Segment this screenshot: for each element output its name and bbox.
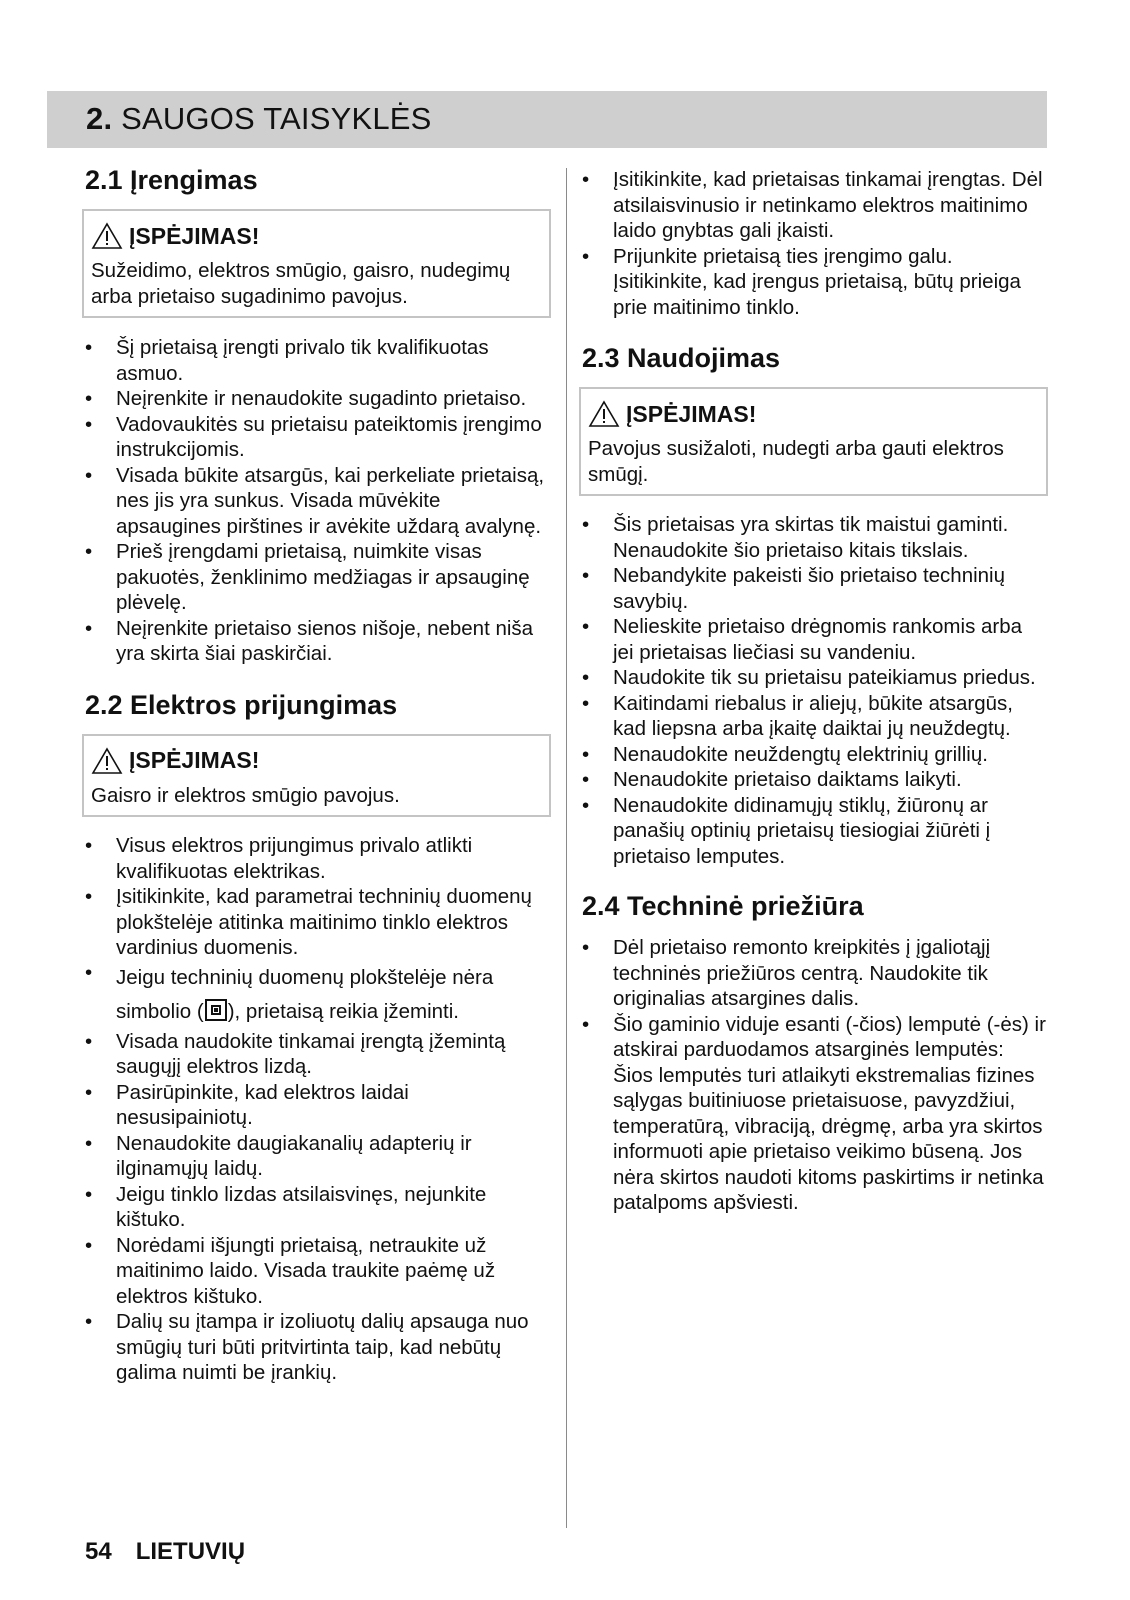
warning-text: Gaisro ir elektros smūgio pavojus. (91, 783, 400, 807)
list-item (85, 1080, 550, 1131)
list-item (85, 1309, 550, 1386)
right-column (582, 167, 1047, 1216)
list-2-3 (582, 512, 1047, 869)
warning-triangle-icon (588, 400, 620, 428)
list-item (582, 167, 1047, 244)
bullet: • (582, 793, 590, 817)
list-item-text: Naudokite tik su prietaisu pateikiamus priedus. (613, 666, 1036, 689)
list-item-text: Šį prietaisą įrengti privalo tik kvalifikuotas asmuo. (116, 336, 489, 385)
bullet: • (85, 1182, 93, 1206)
bullet: • (582, 615, 590, 638)
list-item-text: Nenaudokite daugiakanalių adapterių ir ilginamųjų laidų. (116, 1131, 472, 1180)
list-item (582, 691, 1047, 742)
footer-language: LIETUVIŲ (135, 1538, 246, 1565)
bullet: • (85, 885, 93, 908)
bullet: • (85, 1310, 93, 1333)
list-item-text: Įsitikinkite, kad parametrai techninių duomenų plokštelėje atitinka maitinimo tinklo elektros vardinius duomenis. (116, 885, 532, 959)
section-2-2-title: 2.2 Elektros prijungimas (85, 689, 398, 720)
chapter-title (86, 101, 432, 137)
list-item-text: Jeigu techninių duomenų plokštelėje nėra simbolio ( (116, 965, 494, 1023)
list-item (85, 335, 550, 386)
warning-heading (91, 744, 543, 778)
list-item-text: Visada būkite atsargūs, kai perkeliate prietaisą, nes jis yra sunkus. Visada mūvėkite apsaugines pirštines ir avėkite uždarą avalynę. (116, 463, 545, 538)
list-item (85, 884, 550, 961)
list-item-text: Vadovaukitės su prietaisu pateiktomis įrengimo instrukcijomis. (116, 412, 542, 461)
warning-triangle-icon (91, 222, 123, 250)
list-item-text: Nebandykite pakeisti šio prietaiso techninių savybių. (613, 564, 1006, 613)
bullet: • (582, 666, 590, 689)
list-item-text: Šis prietaisas yra skirtas tik maistui gaminti. Nenaudokite šio prietaiso kitais tikslais. (613, 513, 1009, 562)
list-item (582, 1012, 1047, 1216)
bullet: • (582, 691, 590, 715)
list-2-2 (85, 833, 550, 1386)
bullet: • (582, 513, 590, 536)
list-item-text: Neįrenkite prietaiso sienos nišoje, nebent niša yra skirta šiai paskirčiai. (116, 616, 534, 665)
page-number: 54 (85, 1538, 112, 1565)
ground-symbol-icon (205, 999, 227, 1021)
section-2-3-title: 2.3 Naudojimas (582, 343, 781, 373)
bullet: • (582, 564, 590, 587)
list-item (582, 793, 1047, 870)
list-item-text: Šio gaminio viduje esanti (-čios) lemputė (-ės) ir atskirai parduodamos atsarginės lemputės: Šios lemputės turi atlaikyti ekstremalias fizines sąlygas buitiniuose prietaisuose, pavyzdžiui, temperatūrą, vibraciją, drėgmę, arba yra skirtos informuoti apie prietaiso veikimo būseną. Jos nėra skirtos naudoti kitoms paskirtims ir netinka patalpoms apšviesti. (613, 1012, 1046, 1214)
list-item (85, 1131, 550, 1182)
bullet: • (85, 1233, 93, 1257)
warning-label: ĮSPĖJIMAS! (129, 747, 260, 773)
list-item (582, 742, 1047, 768)
list-item-text: Norėdami išjungti prietaisą, netraukite už maitinimo laido. Visada traukite paėmę už elektros kištuko. (116, 1233, 496, 1308)
bullet: • (582, 244, 590, 268)
warning-triangle-icon (91, 747, 123, 775)
list-item-text: Jeigu tinklo lizdas atsilaisvinęs, nejunkite kištuko. (116, 1182, 487, 1231)
list-item-text: Visada naudokite tinkamai įrengtą įžemintą saugųjį elektros lizdą. (116, 1029, 506, 1078)
bullet: • (85, 463, 93, 487)
list-item-text: Nenaudokite neuždengtų elektrinių grillių. (613, 742, 988, 766)
warning-text: Sužeidimo, elektros smūgio, gaisro, nudegimų arba prietaiso sugadinimo pavojus. (91, 259, 511, 308)
list-item (85, 616, 550, 667)
list-item-text: Nenaudokite prietaiso daiktams laikyti. (613, 768, 962, 791)
bullet: • (85, 412, 93, 436)
list-item (85, 833, 550, 884)
chapter-number: 2. (86, 101, 113, 136)
warning-text: Pavojus susižaloti, nudegti arba gauti elektros smūgį. (588, 437, 1004, 486)
bullet: • (85, 1131, 93, 1155)
list-item (582, 665, 1047, 691)
bullet: • (582, 768, 590, 791)
list-item (582, 935, 1047, 1012)
chapter-title-text: SAUGOS TAISYKLĖS (121, 101, 432, 136)
list-item-text: Prieš įrengdami prietaisą, nuimkite visas pakuotės, ženklinimo medžiagas ir apsauginę plėvelę. (116, 540, 530, 614)
list-2-4 (582, 935, 1047, 1216)
list-item (85, 412, 550, 463)
bullet: • (582, 936, 590, 959)
list-item (582, 512, 1047, 563)
list-item-text: Neįrenkite ir nenaudokite sugadinto prietaiso. (116, 387, 527, 410)
chapter-header (47, 91, 1047, 148)
list-item-text: Dalių su įtampa ir izoliuotų dalių apsauga nuo smūgių turi būti pritvirtinta taip, kad nebūtų galima nuimti be įrankių. (116, 1310, 529, 1384)
bullet: • (85, 1080, 93, 1104)
bullet: • (85, 616, 93, 640)
bullet: • (85, 834, 93, 857)
left-column (85, 160, 550, 1386)
list-item-text: Dėl prietaiso remonto kreipkitės į įgaliotąjį techninės priežiūros centrą. Naudokite tik originalias atsargines dalis. (613, 936, 991, 1010)
warning-box-2-1 (82, 209, 551, 318)
list-item-text: Pasirūpinkite, kad elektros laidai nesusipainiotų. (116, 1080, 409, 1129)
list-item (85, 961, 550, 1029)
section-2-4-title: 2.4 Techninė priežiūra (582, 891, 864, 921)
list-item (85, 539, 550, 616)
warning-heading (588, 397, 1040, 431)
list-item-text: Prijunkite prietaisą ties įrengimo galu. Įsitikinkite, kad įrengus prietaisą, būtų prieiga prie maitinimo tinklo. (613, 244, 1021, 319)
column-divider (566, 168, 567, 1528)
bullet: • (85, 336, 93, 359)
warning-label: ĮSPĖJIMAS! (626, 400, 757, 427)
list-item (582, 614, 1047, 665)
warning-heading (91, 219, 543, 253)
list-item (85, 463, 550, 540)
list-2-1 (85, 335, 550, 667)
bullet: • (85, 960, 93, 984)
warning-box-2-2 (82, 734, 551, 818)
list-item (85, 386, 550, 412)
list-item-text: Kaitindami riebalus ir aliejų, būkite atsargūs, kad liepsna arba įkaitę daiktai jų neuždegtų. (613, 691, 1013, 740)
warning-box-2-3 (579, 387, 1048, 496)
warning-label: ĮSPĖJIMAS! (129, 222, 260, 249)
list-item (582, 244, 1047, 321)
list-item-text: Nenaudokite didinamųjų stiklų, žiūronų ar panašių optinių prietaisų tiesiogiai žiūrėti į prietaiso lemputes. (613, 793, 991, 868)
page-footer (85, 1538, 245, 1566)
list-item-text: Visus elektros prijungimus privalo atlikti kvalifikuotas elektrikas. (116, 834, 473, 883)
bullet: • (582, 168, 590, 191)
bullet: • (582, 742, 590, 766)
list-item (85, 1233, 550, 1310)
list-item (85, 1029, 550, 1080)
list-item-text: ), prietaisą reikia įžeminti. (227, 999, 459, 1023)
list-item-text: Įsitikinkite, kad prietaisas tinkamai įrengtas. Dėl atsilaisvinusio ir netinkamo elektros maitinimo laido gnybtas gali įkaisti. (613, 168, 1043, 242)
list-item (582, 767, 1047, 793)
bullet: • (85, 540, 93, 563)
bullet: • (85, 1029, 93, 1053)
bullet: • (582, 1012, 590, 1036)
bullet: • (85, 387, 93, 410)
list-2-2-continued (582, 167, 1047, 320)
section-2-1-title: 2.1 Įrengimas (85, 165, 258, 195)
list-item-text: Nelieskite prietaiso drėgnomis rankomis arba jei prietaisas liečiasi su vandeniu. (613, 615, 1023, 664)
list-item (85, 1182, 550, 1233)
list-item (582, 563, 1047, 614)
